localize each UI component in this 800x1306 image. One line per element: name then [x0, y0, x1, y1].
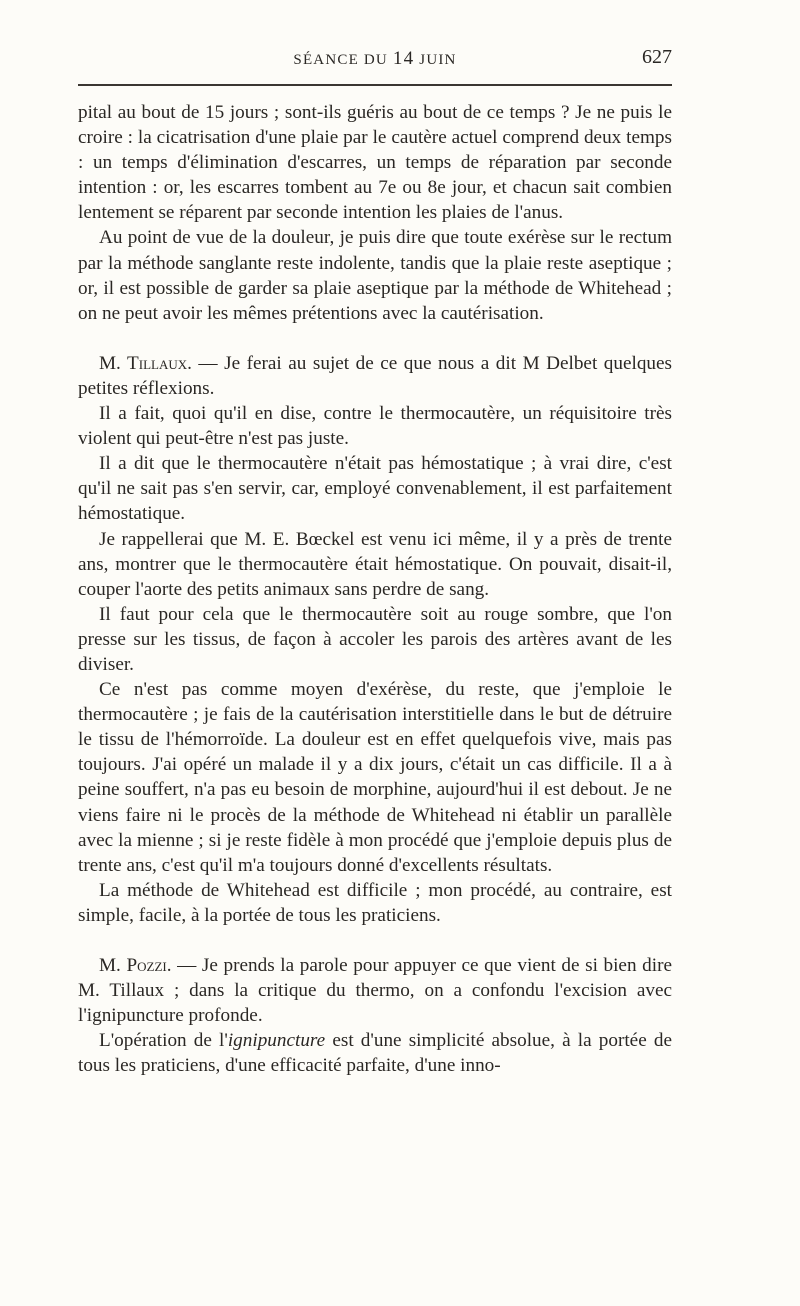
speaker-name: M. Pozzi.	[99, 955, 172, 976]
paragraph-continuation: pital au bout de 15 jours ; sont-ils guéris au bout de ce temps ? Je ne puis le croire : la cicatrisation d'une plaie par le cautère actuel comprend deux temps : un temps d'élimination d'escarres, un temps de réparation par seconde intention : or, les escarres tombent au 7e ou 8e jour, et chacun sait combien lentement se réparent par seconde intention les plaies de l'anus.	[78, 102, 672, 224]
running-title-suffix: JUIN	[414, 52, 457, 68]
paragraph: La méthode de Whitehead est difficile ; mon procédé, au contraire, est simple, facile, à la portée de tous les praticiens.	[78, 879, 672, 926]
header-rule	[78, 84, 672, 86]
paragraph-ignipuncture	[78, 1028, 672, 1078]
paragraph-pozzi-intro	[78, 953, 672, 1028]
paragraph-text: — Je ferai au sujet de ce que nous a dit M Delbet quelques petites réflexions.	[78, 352, 672, 399]
running-title-day: 14	[392, 48, 415, 69]
body-text	[78, 100, 672, 1078]
paragraph: Il a fait, quoi qu'il en dise, contre le thermocautère, un réquisitoire très violent qui peut-être n'est pas juste.	[78, 403, 672, 450]
running-title	[78, 48, 672, 70]
paragraph-text-before: L'opération de l'	[99, 1030, 228, 1052]
paragraph: Il a dit que le thermocautère n'était pas hémostatique ; à vrai dire, c'est qu'il ne sait pas s'en servir, car, employé convenablement, il est parfaitement hémostatique.	[78, 453, 672, 525]
paragraph: Ce n'est pas comme moyen d'exérèse, du reste, que j'emploie le thermocautère ; je fais de la cautérisation interstitielle dans le but de détruire le tissu de l'hémorroïde. La douleur est en effet quelquefois vive, mais pas toujours. J'ai opéré un malade il y a dix jours, c'était un cas difficile. Il a à peine souffert, n'a pas eu besoin de morphine, aujourd'hui il est debout. Je ne viens faire ni le procès de la méthode de Whitehead ni établir un parallèle avec la mienne ; si je reste fidèle à mon procédé que j'emploie depuis plus de trente ans, c'est qu'il m'a toujours donné d'excellents résultats.	[78, 679, 672, 876]
paragraph: Il faut pour cela que le thermocautère soit au rouge sombre, que l'on presse sur les tissus, de façon à accoler les parois des artères avant de les diviser.	[78, 603, 672, 675]
page-header	[78, 46, 672, 70]
emphasis-term: ignipuncture	[227, 1030, 326, 1052]
paragraph-text: — Je prends la parole pour appuyer ce que vient de si bien dire M. Tillaux ; dans la critique du thermo, on a confondu l'excision avec l'ignipuncture profonde.	[78, 955, 672, 1027]
paragraph-text: est d'une simplicité absolue, à la portée de tous les praticiens, d'une efficacité parfaite, d'une inno-	[78, 1030, 672, 1077]
paragraph-tillaux-intro	[78, 351, 672, 401]
paragraph: Je rappellerai que M. E. Bœckel est venu ici même, il y a près de trente ans, montrer que le thermocautère était hémostatique. On pouvait, disait-il, couper l'aorte des petits animaux sans perdre de sang.	[78, 528, 672, 600]
paragraph-douleur: Au point de vue de la douleur, je puis dire que toute exérèse sur le rectum par la méthode sanglante reste indolente, tandis que la plaie reste aseptique ; or, il est possible de garder sa plaie aseptique par la méthode de Whitehead ; on ne peut avoir les mêmes prétentions avec la cautérisation.	[78, 227, 672, 324]
running-title-prefix: SÉANCE DU	[293, 52, 393, 68]
page-number: 627	[642, 46, 672, 68]
speaker-name: M. Tillaux.	[99, 352, 192, 374]
